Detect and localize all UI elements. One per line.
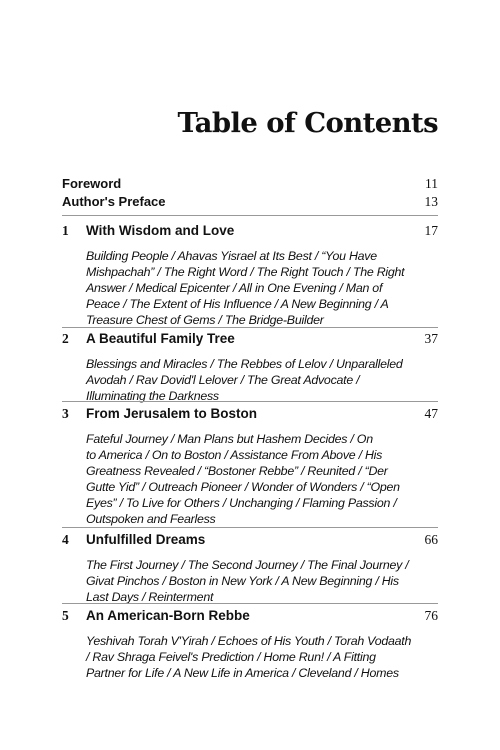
chapter-title: A Beautiful Family Tree xyxy=(86,331,235,346)
section-line: Treasure Chest of Gems / The Bridge-Builder xyxy=(86,313,324,328)
divider xyxy=(62,527,438,528)
divider xyxy=(62,401,438,402)
chapter-sections xyxy=(86,431,442,528)
section-line: Partner for Life / A New Life in America / Cleveland / Homes xyxy=(86,666,399,681)
chapter-number: 1 xyxy=(62,223,69,238)
chapter-title: Unfulfilled Dreams xyxy=(86,532,206,547)
section-line: Yeshivah Torah V'Yirah / Echoes of His Youth / Torah Vodaath xyxy=(86,634,412,648)
page-number: 47 xyxy=(424,406,438,421)
section-line: to America / On to Boston / Assistance From Above / His xyxy=(86,448,383,463)
section-line: The First Journey / The Second Journey / The Final Journey / xyxy=(86,558,409,572)
page-number: 66 xyxy=(424,532,438,547)
divider xyxy=(62,215,438,216)
chapter-sections xyxy=(86,557,442,605)
section-line: Answer / Medical Epicenter / All in One Evening / Man of xyxy=(86,281,383,296)
page-number: 13 xyxy=(424,194,438,209)
section-line: Mishpachah” / The Right Word / The Right Touch / The Right xyxy=(86,265,405,280)
section-line: Fateful Journey / Man Plans but Hashem Decides / On xyxy=(86,432,373,446)
chapter-title: An American-Born Rebbe xyxy=(86,608,250,623)
section-line: Greatness Revealed / “Bostoner Rebbe” / Reunited / “Der xyxy=(86,464,388,479)
front-matter-label: Foreword xyxy=(62,176,122,191)
page-number: 11 xyxy=(425,176,438,191)
chapter-title: With Wisdom and Love xyxy=(86,223,235,238)
chapter-sections xyxy=(86,633,442,681)
section-line: Givat Pinchos / Boston in New York / A New Beginning / His xyxy=(86,574,399,589)
section-line: Avodah / Rav Dovid'l Lelover / The Great Advocate / xyxy=(86,373,360,388)
divider xyxy=(62,327,438,328)
chapter-number: 2 xyxy=(62,331,69,346)
page-title: Table of Contents xyxy=(177,107,438,139)
section-line: Illuminating the Darkness xyxy=(86,389,219,404)
section-line: / Rav Shraga Feivel's Prediction / Home Run! / A Fitting xyxy=(86,650,376,665)
section-line: Gutte Yid” / Outreach Pioneer / Wonder of Wonders / “Open xyxy=(86,480,400,495)
page-number: 76 xyxy=(424,608,438,623)
chapter-title: From Jerusalem to Boston xyxy=(86,406,258,421)
chapter-sections xyxy=(86,248,442,328)
divider xyxy=(62,603,438,604)
section-line: Last Days / Reinterment xyxy=(86,590,214,605)
section-line: Peace / The Extent of His Influence / A New Beginning / A xyxy=(86,297,389,312)
chapter-number: 5 xyxy=(62,608,69,623)
chapter-sections xyxy=(86,356,442,404)
section-line: Eyes” / To Live for Others / Unchanging / Flaming Passion / xyxy=(86,496,397,511)
front-matter-label: Author's Preface xyxy=(62,194,166,209)
chapter-number: 4 xyxy=(62,532,69,547)
section-line: Blessings and Miracles / The Rebbes of Lelov / Unparalleled xyxy=(86,357,403,371)
page-number: 17 xyxy=(424,223,438,238)
chapter-number: 3 xyxy=(62,406,69,421)
page-number: 37 xyxy=(424,331,438,346)
section-line: Outspoken and Fearless xyxy=(86,512,216,527)
section-line: Building People / Ahavas Yisrael at Its Best / “You Have xyxy=(86,249,377,263)
